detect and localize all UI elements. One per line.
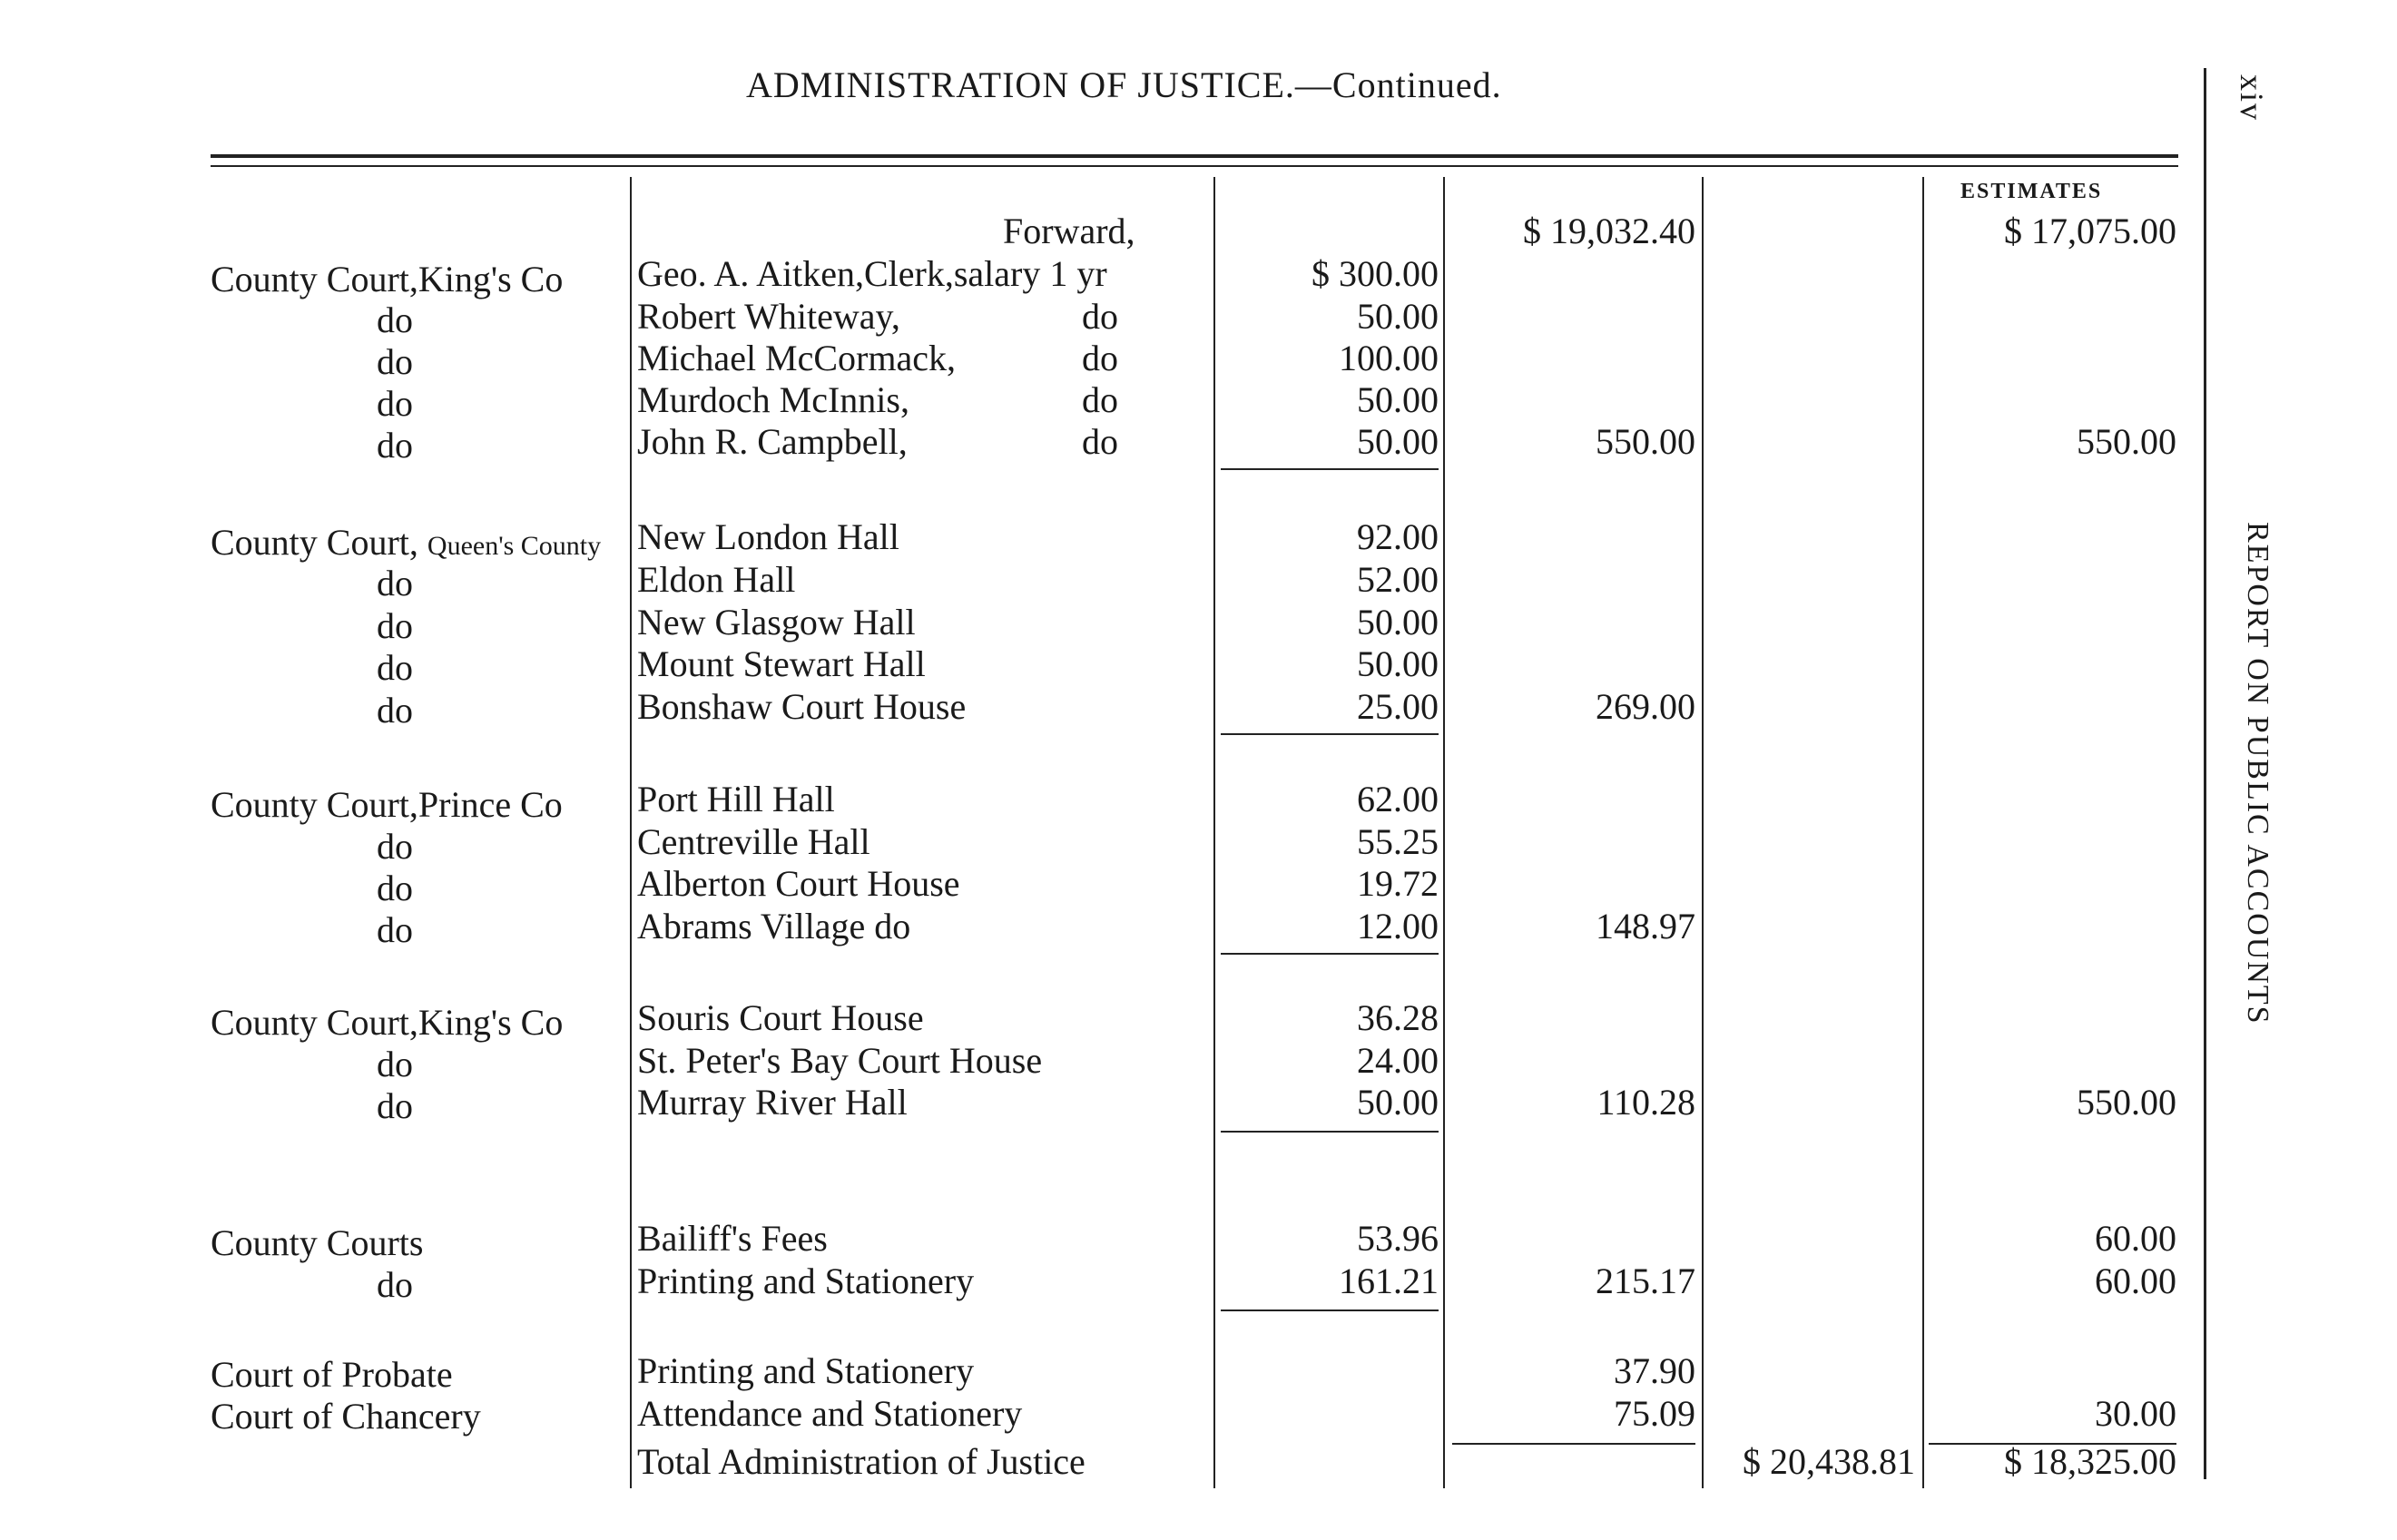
item-description: Murdoch McInnis, (637, 379, 909, 420)
court-name: Court of Chancery (211, 1396, 481, 1437)
ditto-mark: do (1082, 296, 1118, 337)
item-amount: 161.21 (1339, 1260, 1439, 1301)
item-description: Robert Whiteway, (637, 296, 900, 337)
column-rule (1213, 177, 1215, 1488)
group-subtotal: 75.09 (1614, 1393, 1695, 1434)
item-description: Attendance and Stationery (637, 1393, 1023, 1434)
court-name-county: Queen's County (427, 531, 602, 561)
subtotal-rule (1221, 468, 1439, 470)
ditto-mark: do (1082, 379, 1118, 420)
court-name: Court of Probate (211, 1354, 453, 1395)
total-rule (1452, 1443, 1695, 1445)
court-name: do (377, 690, 413, 731)
court-name: do (377, 563, 413, 603)
grand-total: $ 20,438.81 (1743, 1441, 1915, 1482)
item-description: John R. Campbell, (637, 421, 908, 462)
group-estimate: 550.00 (2077, 1082, 2176, 1123)
item-description: Souris Court House (637, 997, 924, 1038)
item-description: New Glasgow Hall (637, 602, 916, 642)
side-rule (2204, 68, 2206, 1479)
item-amount: 62.00 (1357, 779, 1439, 819)
group-estimate: 550.00 (2077, 421, 2176, 462)
item-amount: 50.00 (1357, 643, 1439, 684)
item-description: Printing and Stationery (637, 1260, 975, 1301)
item-description: Bailiff's Fees (637, 1218, 828, 1259)
forward-estimate: $ 17,075.00 (2004, 211, 2176, 251)
court-name: County Courts (211, 1222, 424, 1263)
subtotal-rule (1221, 1309, 1439, 1311)
group-subtotal: 269.00 (1596, 686, 1695, 727)
total-estimate: $ 18,325.00 (2004, 1441, 2176, 1482)
page-number: xiv (2234, 74, 2270, 123)
page-title: ADMINISTRATION OF JUSTICE.—Continued. (746, 64, 1502, 105)
group-subtotal: 110.28 (1596, 1082, 1695, 1123)
item-amount: 12.00 (1357, 906, 1439, 947)
item-description: St. Peter's Bay Court House (637, 1040, 1043, 1081)
item-description: New London Hall (637, 516, 899, 557)
item-amount: $ 300.00 (1311, 253, 1439, 294)
court-name: County Court,King's Co (211, 1002, 564, 1043)
item-description: Michael McCormack, (637, 338, 956, 378)
column-rule (1702, 177, 1704, 1488)
item-description: Mount Stewart Hall (637, 643, 926, 684)
item-amount: 53.96 (1357, 1218, 1439, 1259)
item-amount: 50.00 (1357, 379, 1439, 420)
item-description: Centreville Hall (637, 821, 870, 862)
item-description: Printing and Stationery (637, 1350, 975, 1391)
court-name (211, 522, 601, 567)
item-amount: 50.00 (1357, 296, 1439, 337)
top-rule-thick (211, 154, 2178, 158)
column-rule (1443, 177, 1445, 1488)
ditto-mark: do (1082, 338, 1118, 378)
forward-label: Forward, (1003, 211, 1135, 251)
court-name: County Court,King's Co (211, 259, 564, 299)
court-name: do (377, 299, 413, 340)
group-subtotal: 550.00 (1596, 421, 1695, 462)
item-amount: 50.00 (1357, 602, 1439, 642)
court-name: do (377, 868, 413, 908)
subtotal-rule (1221, 953, 1439, 955)
group-subtotal: 37.90 (1614, 1350, 1695, 1391)
subtotal-rule (1221, 733, 1439, 735)
item-description: Murray River Hall (637, 1082, 908, 1123)
court-name: do (377, 1044, 413, 1084)
group-subtotal: 148.97 (1596, 906, 1695, 947)
item-description: Port Hill Hall (637, 779, 835, 819)
court-name: do (377, 383, 413, 424)
court-name-main: County Court, (211, 522, 418, 563)
ditto-mark: do (1082, 421, 1118, 462)
estimates-header: ESTIMATES (1960, 180, 2103, 203)
group-estimate: 60.00 (2095, 1218, 2176, 1259)
column-rule (630, 177, 632, 1488)
total-label: Total Administration of Justice (637, 1441, 1086, 1482)
court-name: do (377, 341, 413, 382)
court-name: County Court,Prince Co (211, 784, 563, 825)
court-name: do (377, 1085, 413, 1126)
group-estimate: 60.00 (2095, 1260, 2176, 1301)
court-name: do (377, 909, 413, 950)
item-amount: 25.00 (1357, 686, 1439, 727)
group-subtotal: 215.17 (1596, 1260, 1695, 1301)
item-amount: 52.00 (1357, 559, 1439, 600)
item-amount: 36.28 (1357, 997, 1439, 1038)
item-amount: 92.00 (1357, 516, 1439, 557)
subtotal-rule (1221, 1131, 1439, 1133)
item-amount: 50.00 (1357, 1082, 1439, 1123)
top-rule-thin (211, 165, 2178, 167)
item-amount: 24.00 (1357, 1040, 1439, 1081)
side-title: REPORT ON PUBLIC ACCOUNTS (2241, 522, 2274, 1025)
item-description: Eldon Hall (637, 559, 796, 600)
item-amount: 55.25 (1357, 821, 1439, 862)
item-description: Alberton Court House (637, 863, 960, 904)
item-amount: 50.00 (1357, 421, 1439, 462)
item-description: Bonshaw Court House (637, 686, 967, 727)
court-name: do (377, 826, 413, 867)
court-name: do (377, 1264, 413, 1305)
group-estimate: 30.00 (2095, 1393, 2176, 1434)
column-rule (1922, 177, 1924, 1488)
court-name: do (377, 425, 413, 466)
court-name: do (377, 605, 413, 646)
court-name: do (377, 647, 413, 688)
item-description: Abrams Village do (637, 906, 911, 947)
item-amount: 19.72 (1357, 863, 1439, 904)
forward-total: $ 19,032.40 (1523, 211, 1695, 251)
item-description: Geo. A. Aitken,Clerk,salary 1 yr (637, 253, 1107, 294)
item-amount: 100.00 (1339, 338, 1439, 378)
